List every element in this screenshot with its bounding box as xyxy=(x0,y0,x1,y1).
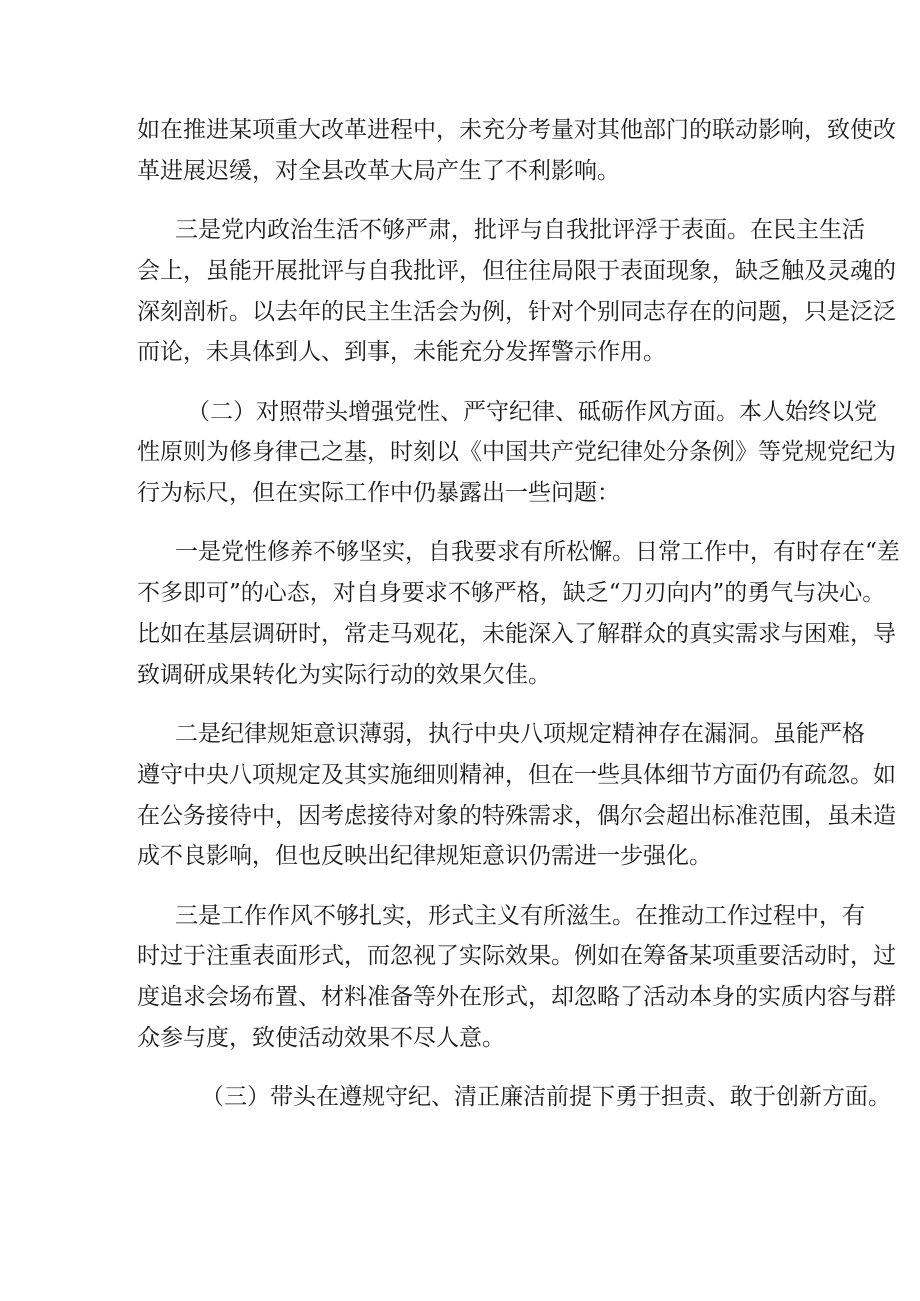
paragraph-4 xyxy=(137,532,900,695)
text-line: 在公务接待中，因考虑接待对象的特殊需求，偶尔会超出标准范围，虽未造 xyxy=(137,802,896,829)
text-line: 性原则为修身律己之基，时刻以《中国共产党纪律处分条例》等党规党纪为 xyxy=(137,439,896,466)
text-line: 众参与度，致使活动效果不尽人意。 xyxy=(137,1024,505,1051)
text-line: 遵守中央八项规定及其实施细则精神，但在一些具体细节方面仍有疏忽。如 xyxy=(137,761,896,788)
paragraph-3 xyxy=(137,392,896,514)
paragraph-7 xyxy=(137,1077,891,1118)
paragraph-6 xyxy=(137,896,896,1059)
paragraph-2 xyxy=(137,210,896,373)
text-line: 如在推进某项重大改革进程中，未充分考量对其他部门的联动影响，致使改 xyxy=(137,117,896,143)
text-line: 深刻剖析。以去年的民主生活会为例，针对个别同志存在的问题，只是泛泛 xyxy=(137,298,896,325)
text-line: 三是工作作风不够扎实，形式主义有所滋生。在推动工作过程中，有 xyxy=(175,902,865,929)
text-line: 三是党内政治生活不够严肃，批评与自我批评浮于表面。在民主生活 xyxy=(175,216,865,243)
text-line: （三）带头在遵规守纪、清正廉洁前提下勇于担责、敢于创新方面。 xyxy=(201,1084,891,1111)
text-line: 致调研成果转化为实际行动的效果欠佳。 xyxy=(137,661,551,688)
text-line: 二是纪律规矩意识薄弱，执行中央八项规定精神存在漏洞。虽能严格 xyxy=(175,720,865,747)
text-line: 不多即可”的心态，对自身要求不够严格，缺乏“刀刃向内”的勇气与决心。 xyxy=(137,580,886,607)
text-line: （二）对照带头增强党性、严守纪律、砥砺作风方面。本人始终以党 xyxy=(187,398,877,425)
text-line: 比如在基层调研时，常走马观花，未能深入了解群众的真实需求与困难，导 xyxy=(137,620,896,647)
text-line: 而论，未具体到人、到事，未能充分发挥警示作用。 xyxy=(137,339,666,366)
text-line: 度追求会场布置、材料准备等外在形式，却忽略了活动本身的实质内容与群 xyxy=(137,984,896,1011)
paragraph-5 xyxy=(137,714,896,877)
text-line: 一是党性修养不够坚实，自我要求有所松懈。日常工作中，有时存在“差 xyxy=(175,539,900,566)
document-body xyxy=(137,110,900,1136)
text-line: 革进展迟缓，对全县改革大局产生了不利影响。 xyxy=(137,157,620,184)
paragraph-1 xyxy=(137,110,896,192)
text-line: 时过于注重表面形式，而忽视了实际效果。例如在筹备某项重要活动时，过 xyxy=(137,943,896,970)
text-line: 行为标尺，但在实际工作中仍暴露出一些问题： xyxy=(137,480,620,507)
text-line: 会上，虽能开展批评与自我批评，但往往局限于表面现象，缺乏触及灵魂的 xyxy=(137,257,896,284)
text-line: 成不良影响，但也反映出纪律规矩意识仍需进一步强化。 xyxy=(137,843,712,870)
